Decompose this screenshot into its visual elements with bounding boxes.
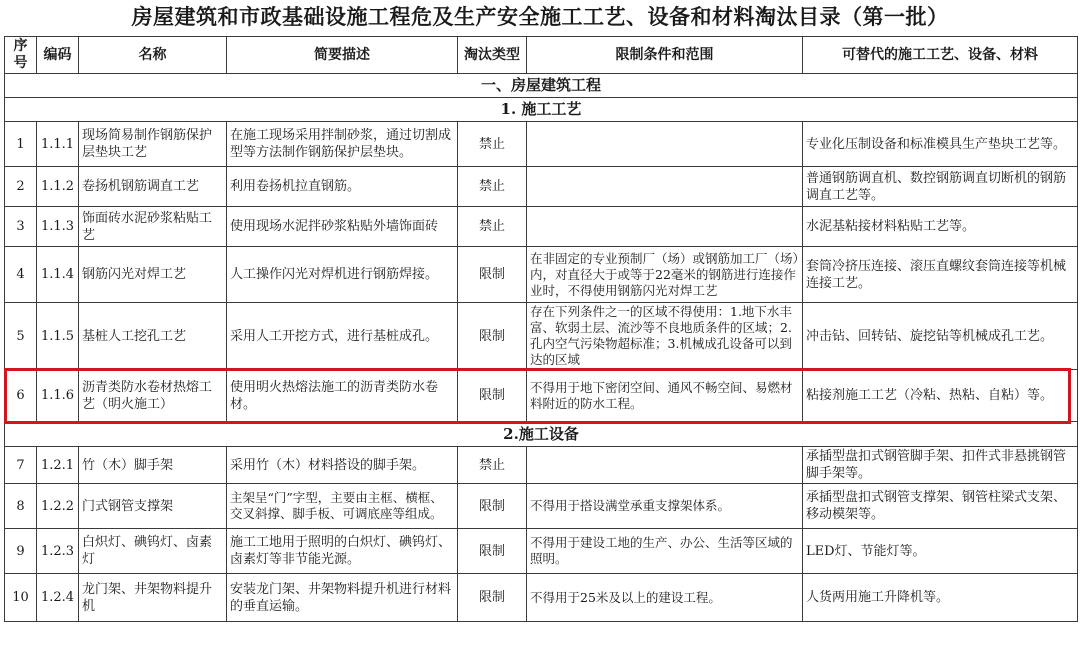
cell-limit: 不得用于25米及以上的建设工程。 <box>527 574 803 622</box>
cell-code: 1.2.4 <box>37 574 79 622</box>
cell-limit: 不得用于地下密闭空间、通风不畅空间、易燃材料附近的防水工程。 <box>527 370 803 422</box>
cell-type: 限制 <box>458 370 527 422</box>
cell-alt: 套筒冷挤压连接、滚压直螺纹套筒连接等机械连接工艺。 <box>803 247 1078 303</box>
cell-seq: 7 <box>5 447 37 484</box>
cell-name: 现场简易制作钢筋保护层垫块工艺 <box>79 122 227 167</box>
header-type: 淘汰类型 <box>458 37 527 74</box>
cell-code: 1.1.6 <box>37 370 79 422</box>
cell-name: 门式钢管支撑架 <box>79 484 227 529</box>
cell-limit <box>527 122 803 167</box>
category-heading: 一、房屋建筑工程 <box>5 74 1078 98</box>
cell-seq: 6 <box>5 370 37 422</box>
header-row <box>5 37 1078 74</box>
section-row <box>5 422 1078 447</box>
cell-type: 限制 <box>458 247 527 303</box>
cell-type: 限制 <box>458 484 527 529</box>
cell-type: 限制 <box>458 529 527 574</box>
cell-code: 1.1.3 <box>37 207 79 247</box>
table-row <box>5 484 1078 529</box>
cell-seq: 9 <box>5 529 37 574</box>
cell-seq: 4 <box>5 247 37 303</box>
cell-desc: 安装龙门架、井架物料提升机进行材料的垂直运输。 <box>227 574 458 622</box>
cell-alt: 承插型盘扣式钢管支撑架、钢管柱梁式支架、移动模架等。 <box>803 484 1078 529</box>
table-row <box>5 574 1078 622</box>
table-row <box>5 529 1078 574</box>
cell-desc: 施工工地用于照明的白炽灯、碘钨灯、卤素灯等非节能光源。 <box>227 529 458 574</box>
cell-desc: 在施工现场采用拌制砂浆，通过切割成型等方法制作钢筋保护层垫块。 <box>227 122 458 167</box>
cell-desc: 采用竹（木）材料搭设的脚手架。 <box>227 447 458 484</box>
cell-limit <box>527 167 803 207</box>
cell-type: 禁止 <box>458 122 527 167</box>
cell-code: 1.2.3 <box>37 529 79 574</box>
cell-seq: 1 <box>5 122 37 167</box>
table-row <box>5 303 1078 370</box>
table-row <box>5 247 1078 303</box>
cell-code: 1.2.2 <box>37 484 79 529</box>
header-desc: 简要描述 <box>227 37 458 74</box>
cell-desc: 使用明火热熔法施工的沥青类防水卷材。 <box>227 370 458 422</box>
cell-name: 卷扬机钢筋调直工艺 <box>79 167 227 207</box>
header-limit: 限制条件和范围 <box>527 37 803 74</box>
table-row <box>5 447 1078 484</box>
cell-desc: 人工操作闪光对焊机进行钢筋焊接。 <box>227 247 458 303</box>
cell-limit: 在非固定的专业预制厂（场）或钢筋加工厂（场）内，对直径大于或等于22毫米的钢筋进行连接作业时，不得使用钢筋闪光对焊工艺 <box>527 247 803 303</box>
cell-name: 竹（木）脚手架 <box>79 447 227 484</box>
cell-desc: 主架呈“门”字型，主要由主框、横框、交叉斜撑、脚手板、可调底座等组成。 <box>227 484 458 529</box>
cell-type: 禁止 <box>458 167 527 207</box>
cell-alt: 水泥基粘接材料粘贴工艺等。 <box>803 207 1078 247</box>
cell-code: 1.1.2 <box>37 167 79 207</box>
header-seq: 序号 <box>5 37 37 74</box>
cell-type: 禁止 <box>458 207 527 247</box>
cell-seq: 2 <box>5 167 37 207</box>
category-row <box>5 74 1078 98</box>
cell-alt: 人货两用施工升降机等。 <box>803 574 1078 622</box>
cell-code: 1.1.5 <box>37 303 79 370</box>
cell-name: 基桩人工挖孔工艺 <box>79 303 227 370</box>
cell-code: 1.1.4 <box>37 247 79 303</box>
cell-alt: 冲击钻、回转钻、旋挖钻等机械成孔工艺。 <box>803 303 1078 370</box>
header-code: 编码 <box>37 37 79 74</box>
cell-seq: 5 <box>5 303 37 370</box>
section-heading-craft: 1. 施工工艺 <box>5 98 1078 122</box>
cell-name: 饰面砖水泥砂浆粘贴工艺 <box>79 207 227 247</box>
cell-type: 限制 <box>458 303 527 370</box>
cell-alt: 专业化压制设备和标准模具生产垫块工艺等。 <box>803 122 1078 167</box>
cell-alt: 承插型盘扣式钢管脚手架、扣件式非悬挑钢管脚手架等。 <box>803 447 1078 484</box>
cell-code: 1.1.1 <box>37 122 79 167</box>
cell-type: 禁止 <box>458 447 527 484</box>
table-row-highlighted <box>5 370 1078 422</box>
cell-name: 龙门架、井架物料提升机 <box>79 574 227 622</box>
cell-desc: 采用人工开挖方式，进行基桩成孔。 <box>227 303 458 370</box>
table-row <box>5 122 1078 167</box>
cell-seq: 3 <box>5 207 37 247</box>
cell-code: 1.2.1 <box>37 447 79 484</box>
cell-limit: 不得用于搭设满堂承重支撑架体系。 <box>527 484 803 529</box>
table-row <box>5 167 1078 207</box>
document-title: 房屋建筑和市政基础设施工程危及生产安全施工工艺、设备和材料淘汰目录（第一批） <box>131 4 949 29</box>
cell-limit <box>527 207 803 247</box>
cell-name: 白炽灯、碘钨灯、卤素灯 <box>79 529 227 574</box>
header-alt: 可替代的施工工艺、设备、材料 <box>803 37 1078 74</box>
cell-seq: 8 <box>5 484 37 529</box>
table-row <box>5 207 1078 247</box>
header-name: 名称 <box>79 37 227 74</box>
cell-limit: 不得用于建设工地的生产、办公、生活等区域的照明。 <box>527 529 803 574</box>
elimination-table <box>4 36 1078 622</box>
cell-limit: 存在下列条件之一的区域不得使用：1.地下水丰富、软弱土层、流沙等不良地质条件的区域；2.孔内空气污染物超标准；3.机械成孔设备可以到达的区域 <box>527 303 803 370</box>
cell-name: 钢筋闪光对焊工艺 <box>79 247 227 303</box>
cell-alt: 粘接剂施工工艺（冷粘、热粘、自粘）等。 <box>803 370 1078 422</box>
cell-alt: LED灯、节能灯等。 <box>803 529 1078 574</box>
section-heading-equipment: 2.施工设备 <box>5 422 1078 447</box>
cell-desc: 利用卷扬机拉直钢筋。 <box>227 167 458 207</box>
cell-name: 沥青类防水卷材热熔工艺（明火施工） <box>79 370 227 422</box>
cell-seq: 10 <box>5 574 37 622</box>
section-row <box>5 98 1078 122</box>
cell-type: 限制 <box>458 574 527 622</box>
cell-alt: 普通钢筋调直机、数控钢筋调直切断机的钢筋调直工艺等。 <box>803 167 1078 207</box>
cell-limit <box>527 447 803 484</box>
cell-desc: 使用现场水泥拌砂浆粘贴外墙饰面砖 <box>227 207 458 247</box>
